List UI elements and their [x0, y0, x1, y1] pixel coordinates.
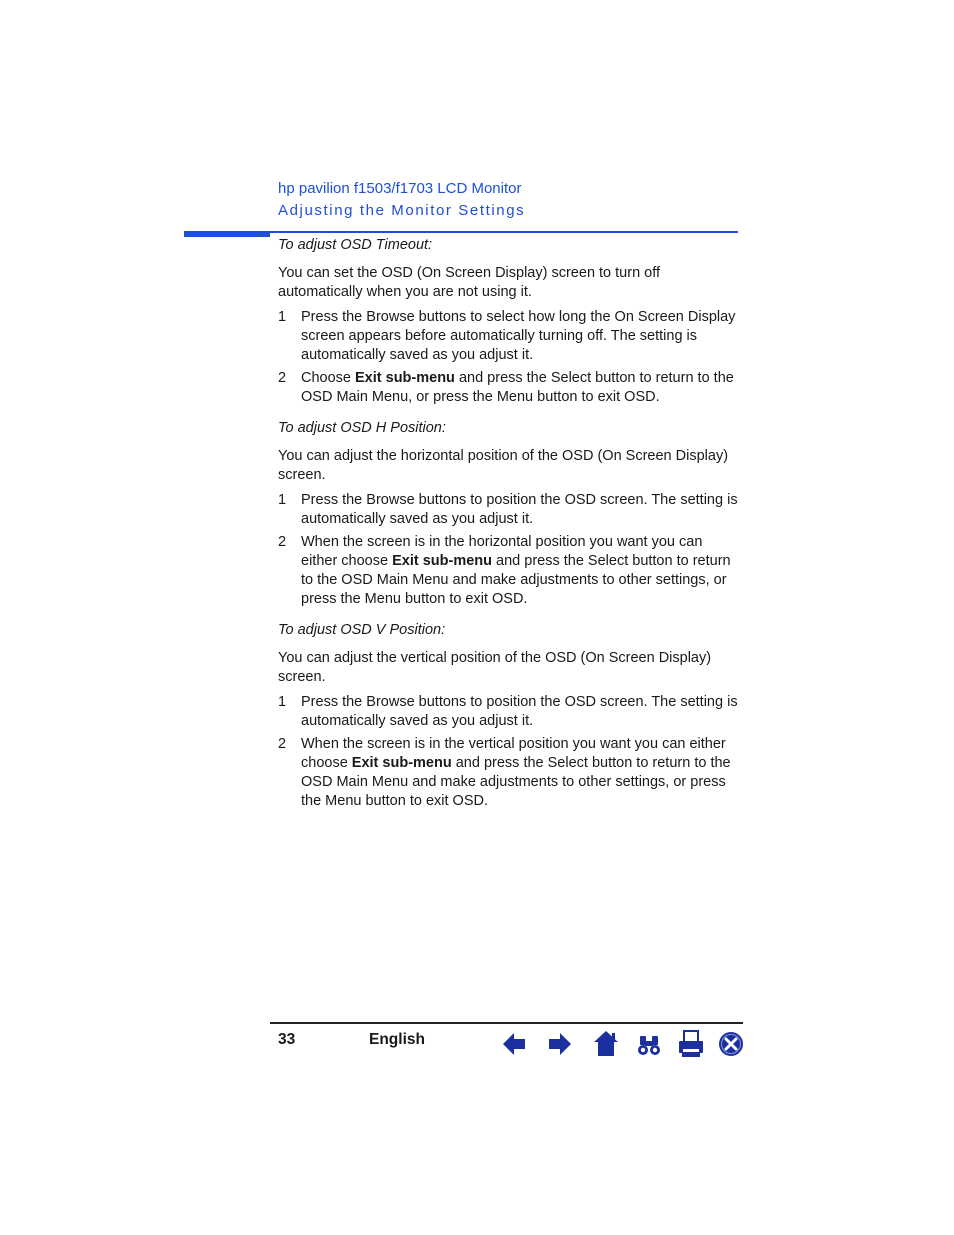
- page-number: 33: [278, 1031, 296, 1048]
- step-number: 1: [278, 694, 287, 710]
- back-arrow-icon[interactable]: [500, 1029, 528, 1059]
- step-text: Press the Browse buttons to select how long the On Screen Display screen appears before automatically turning off. The setting is automatically saved as you adjust it.: [301, 309, 736, 363]
- step-item: [278, 735, 742, 811]
- step-text: Choose: [301, 370, 356, 386]
- menu-term: Exit sub-menu: [355, 370, 455, 386]
- header-rule-accent: [184, 231, 270, 237]
- step-item: [278, 693, 742, 731]
- step-text: When the screen is in the vertical position you want you can either choose: [301, 736, 726, 771]
- main-content: [278, 234, 742, 821]
- product-title: hp pavilion f1503/f1703 LCD Monitor: [278, 180, 522, 197]
- step-number: 1: [278, 309, 287, 325]
- language-label: English: [369, 1031, 425, 1048]
- step-item: [278, 533, 742, 609]
- step-item: [278, 369, 742, 407]
- menu-term: Exit sub-menu: [351, 755, 452, 771]
- print-icon[interactable]: [677, 1029, 705, 1059]
- step-text: Press the Browse buttons to position the OSD screen. The setting is automatically saved as you adjust it.: [301, 492, 738, 527]
- search-binoculars-icon[interactable]: [635, 1029, 663, 1059]
- step-number: 2: [278, 370, 287, 386]
- step-number: 1: [278, 492, 287, 508]
- home-icon[interactable]: [592, 1029, 620, 1059]
- chapter-title: Adjusting the Monitor Settings: [278, 202, 526, 219]
- step-text-continued: and press the Select button to return to the OSD Main Menu, or press the Menu button to exit OSD.: [301, 370, 734, 405]
- footer-rule: [270, 1022, 743, 1024]
- step-text-continued: and press the Select button to return to the OSD Main Menu and make adjustments to other settings, or press the Menu button to exit OSD.: [301, 755, 731, 809]
- step-text: When the screen is in the horizontal position you want you can either choose: [301, 534, 703, 569]
- step-number: 2: [278, 534, 287, 550]
- step-text: Press the Browse buttons to position the OSD screen. The setting is automatically saved as you adjust it.: [301, 694, 738, 729]
- step-text-continued: and press the Select button to return to the OSD Main Menu and make adjustments to other settings, or press the Menu button to exit OSD.: [301, 553, 731, 607]
- section-osd-timeout: [278, 234, 742, 407]
- menu-term: Exit sub-menu: [392, 553, 492, 569]
- section-intro: You can adjust the horizontal position of the OSD (On Screen Display) screen.: [278, 448, 729, 483]
- step-number: 2: [278, 736, 287, 752]
- page-header: [278, 179, 525, 222]
- section-intro: You can set the OSD (On Screen Display) screen to turn off automatically when you are not using it.: [278, 265, 661, 300]
- section-intro: You can adjust the vertical position of the OSD (On Screen Display) screen.: [278, 650, 712, 685]
- section-title: To adjust OSD V Position:: [278, 622, 446, 638]
- section-osd-v-position: [278, 619, 742, 811]
- section-osd-h-position: [278, 417, 742, 609]
- close-x-icon[interactable]: [717, 1029, 745, 1059]
- step-item: [278, 308, 742, 365]
- section-title: To adjust OSD H Position:: [278, 420, 446, 436]
- forward-arrow-icon[interactable]: [546, 1029, 574, 1059]
- header-rule: [270, 231, 738, 233]
- section-title: To adjust OSD Timeout:: [278, 237, 433, 253]
- step-item: [278, 491, 742, 529]
